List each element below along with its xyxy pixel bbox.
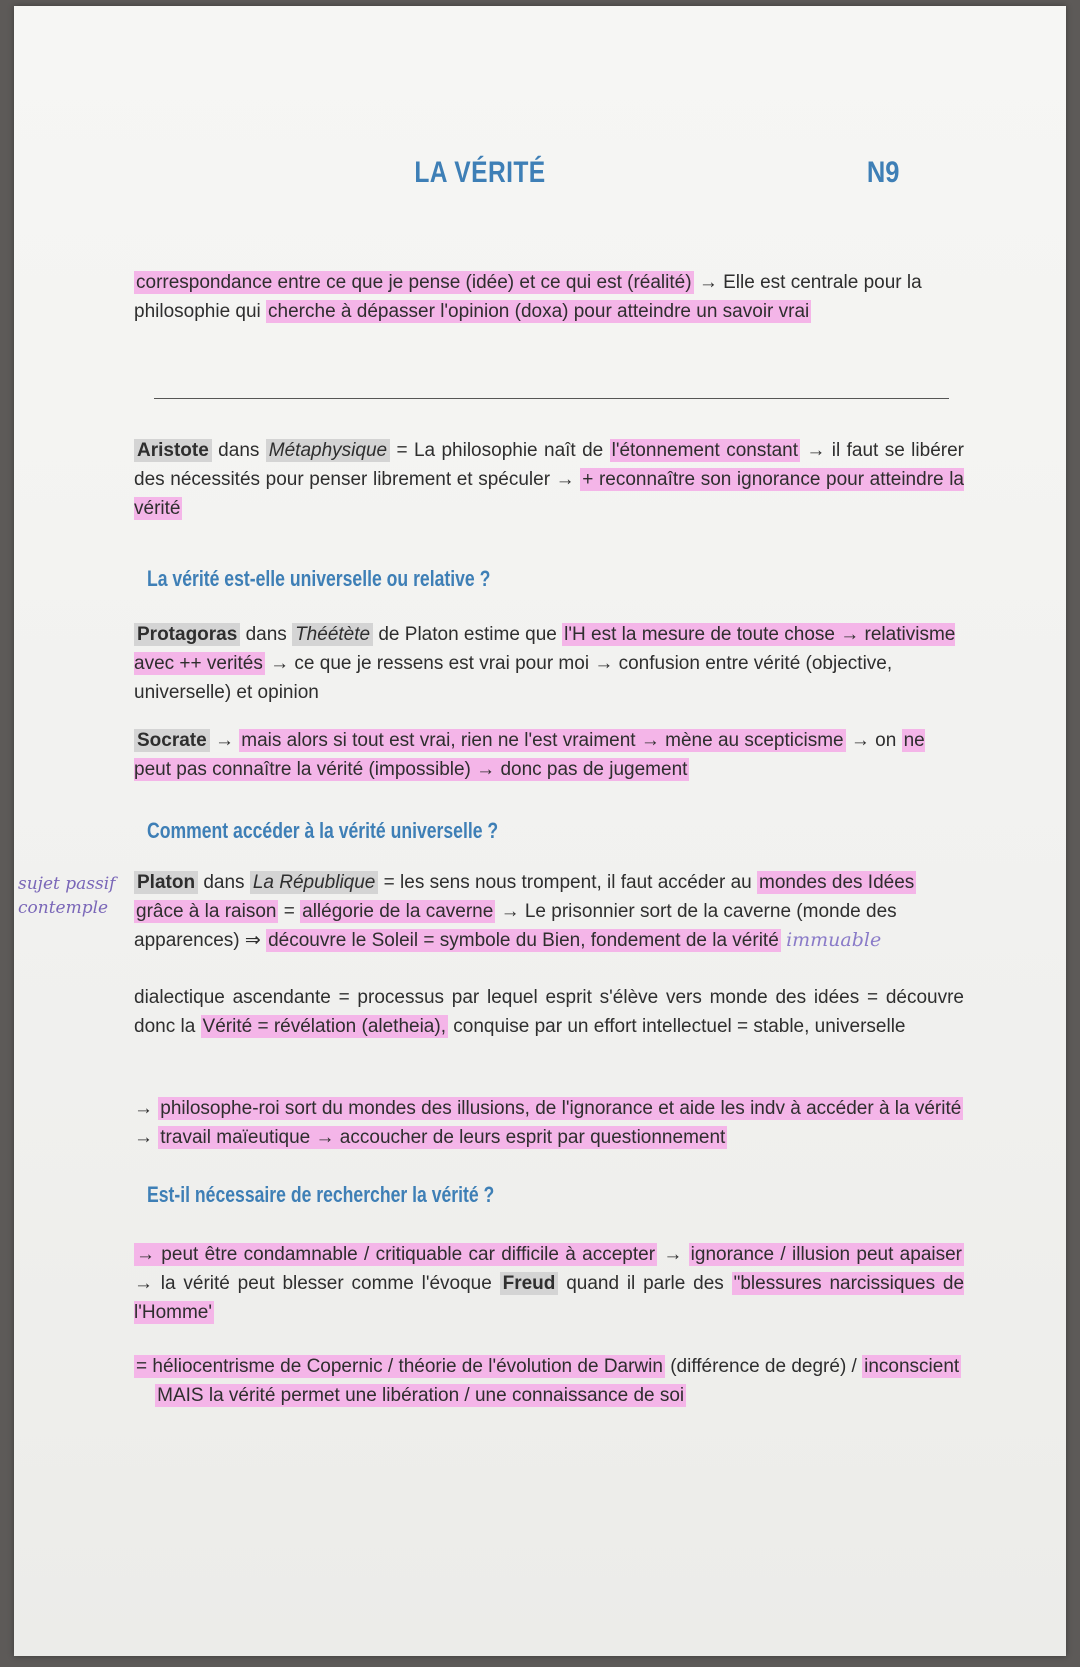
page-title: LA VÉRITÉ [414,156,546,189]
author-platon: Platon [134,871,198,894]
work-la-republique: La République [250,871,379,894]
aristote-paragraph: Aristote dans Métaphysique = La philosophie naît de l'étonnement constant → il faut se libérer des nécessités pour penser librement et spéculer → + reconnaître son ignorance pour atteindre la vérité [134,440,964,519]
necessaire-paragraph: → peut être condamnable / critiquable car difficile à accepter → ignorance / illusion peut apaiser → la vérité peut blesser comme l'évoque Freud quand il parle des "blessures narcissiques de l'Homme' [134,1244,965,1323]
document-page [14,6,1066,1656]
platon-paragraph: Platon dans La République = les sens nous trompent, il faut accéder au mondes des Idées grâce à la raison = allégorie de la caverne → Le prisonnier sort de la caverne (monde des apparences) ⇒ découvre le Soleil = symbole du Bien, fondement de la vérité immuable [134,872,915,951]
freud-examples-paragraph: = héliocentrisme de Copernic / théorie de l'évolution de Darwin (différence de degré) / inconscient MAIS la vérité permet une libération / une connaissance de soi [136,1356,960,1406]
protagoras-paragraph: Protagoras dans Théétète de Platon estime que l'H est la mesure de toute chose → relativisme avec ++ verités → ce que je ressens est vrai pour moi → confusion entre vérité (objective, universelle) et opinion [134,624,956,703]
work-metaphysique: Métaphysique [266,439,390,462]
socrate-paragraph: Socrate → mais alors si tout est vrai, rien ne l'est vraiment → mène au scepticisme → on ne peut pas connaître la vérité (impossible) → donc pas de jugement [134,730,925,780]
chapter-code: N9 [866,156,900,189]
section-heading-1: La vérité est-elle universelle ou relative ? [147,566,491,591]
intro-highlight-1: correspondance entre ce que je pense (idée) et ce qui est (réalité) [136,272,692,293]
philosophe-roi-paragraph: → philosophe-roi sort du mondes des illusions, de l'ignorance et aide les indv à accéder à la vérité → travail maïeutique → accoucher de leurs esprit par questionnement [134,1098,962,1148]
author-aristote: Aristote [134,439,212,462]
author-freud: Freud [500,1272,559,1295]
margin-note-sujet-passif: sujet passif [18,874,116,894]
author-socrate: Socrate [134,729,210,752]
intro-definition: correspondance entre ce que je pense (idée) et ce qui est (réalité) → Elle est centrale pour la philosophie qui cherche à dépasser l'opinion (doxa) pour atteindre un savoir vrai [134,272,922,322]
margin-note-contemple: contemple [18,898,109,918]
work-theetete: Théétète [292,623,373,646]
divider [154,398,949,399]
author-protagoras: Protagoras [134,623,240,646]
section-heading-2: Comment accéder à la vérité universelle ? [147,818,499,843]
dialectique-paragraph: dialectique ascendante = processus par lequel esprit s'élève vers monde des idées = découvre donc la Vérité = révélation (aletheia), conquise par un effort intellectuel = stable, universelle [134,987,964,1037]
intro-highlight-2: cherche à dépasser l'opinion (doxa) pour atteindre un savoir vrai [268,301,810,322]
handwritten-immuable: immuable [786,929,882,951]
section-heading-3: Est-il nécessaire de rechercher la vérité ? [147,1182,495,1207]
